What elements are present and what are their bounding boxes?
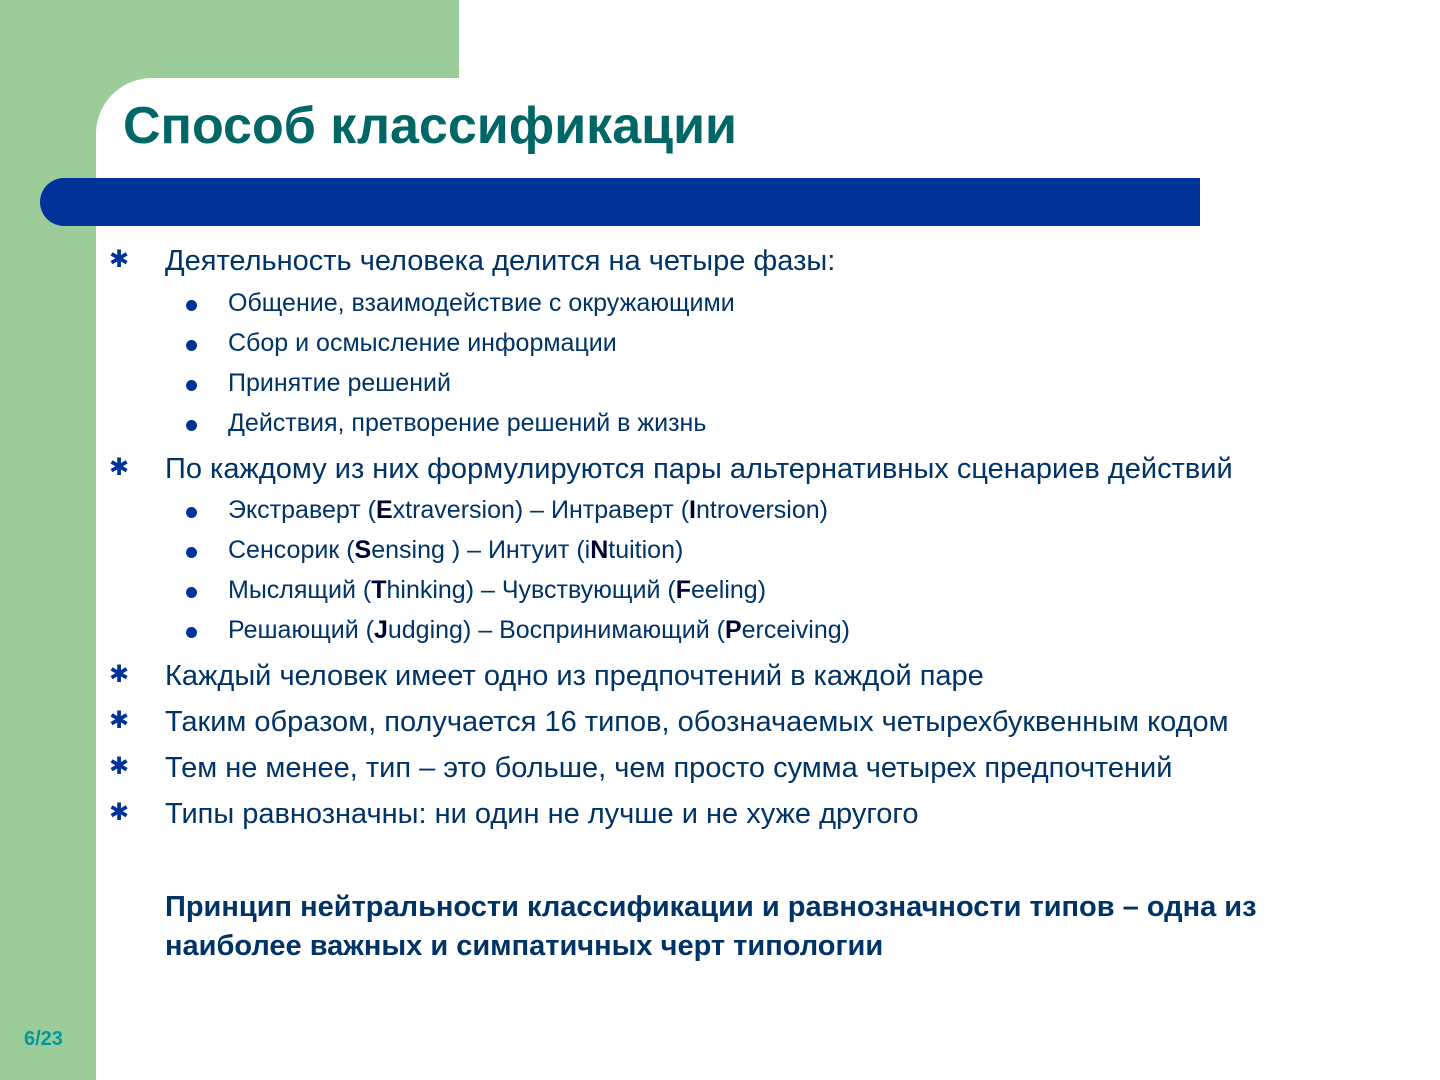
slide-title: Способ классификации — [123, 97, 738, 155]
sub-item — [228, 409, 706, 438]
title-underline-bar — [40, 178, 1200, 226]
bullet-item — [109, 660, 984, 693]
pair-key-letter: J — [373, 616, 388, 644]
sub-item-text: Сбор и осмысление информации — [228, 329, 617, 357]
sub-item — [228, 369, 451, 398]
pair-pre: Решающий ( — [228, 616, 374, 644]
pair-post: eeling) — [690, 576, 767, 604]
pair-mid: udging) – Воспринимающий ( — [387, 616, 725, 644]
dot-bullet-icon — [186, 380, 197, 391]
green-decor-left — [0, 0, 96, 1080]
asterisk-bullet-icon: ✱ — [109, 707, 130, 734]
pair-key-letter: I — [689, 496, 696, 524]
bullet-item — [109, 245, 836, 278]
asterisk-bullet-icon: ✱ — [109, 246, 130, 273]
pair-key-letter: S — [354, 536, 372, 564]
asterisk-bullet-icon: ✱ — [109, 661, 130, 688]
pair-mid: xtraversion) – Интраверт ( — [392, 496, 690, 524]
bullet-text: По каждому из них формулируются пары альтернативных сценариев действий — [165, 453, 1233, 485]
pair-key-letter: N — [590, 536, 609, 564]
bullet-text: Типы равнозначны: ни один не лучше и не хуже другого — [165, 798, 919, 830]
pair-mid: hinking) – Чувствующий ( — [386, 576, 676, 604]
sub-item — [228, 329, 617, 358]
pair-key-letter: T — [371, 576, 387, 604]
pair-mid: ensing ) – Интуит (i — [371, 536, 591, 564]
pair-key-letter: P — [724, 616, 742, 644]
pair-item — [228, 576, 766, 605]
dot-bullet-icon — [186, 420, 197, 431]
asterisk-bullet-icon: ✱ — [109, 454, 130, 481]
pair-pre: Экстраверт ( — [228, 496, 376, 524]
conclusion-text: Принцип нейтральности классификации и равнозначности типов – одна из наиболее важных и симпатичных черт типологии — [165, 891, 1257, 962]
bullet-text: Таким образом, получается 16 типов, обозначаемых четырехбуквенным кодом — [165, 706, 1229, 738]
pair-pre: Мыслящий ( — [228, 576, 372, 604]
pair-post: erceiving) — [741, 616, 850, 644]
asterisk-bullet-icon: ✱ — [109, 799, 130, 826]
bullet-item — [109, 752, 1173, 785]
dot-bullet-icon — [186, 340, 197, 351]
dot-bullet-icon — [186, 587, 197, 598]
bullet-text: Каждый человек имеет одно из предпочтений в каждой паре — [165, 660, 984, 692]
pair-item — [228, 496, 828, 525]
dot-bullet-icon — [186, 507, 197, 518]
page-number: 6/23 — [24, 1028, 63, 1050]
pair-pre: Сенсорик ( — [228, 536, 355, 564]
bullet-text: Деятельность человека делится на четыре фазы: — [165, 245, 836, 277]
bullet-text: Тем не менее, тип – это больше, чем просто сумма четырех предпочтений — [165, 752, 1173, 784]
sub-item — [228, 289, 735, 318]
pair-item — [228, 536, 683, 565]
pair-post: ntroversion) — [695, 496, 828, 524]
pair-item — [228, 616, 850, 645]
asterisk-bullet-icon: ✱ — [109, 753, 130, 780]
pair-key-letter: E — [375, 496, 393, 524]
bullet-item — [109, 453, 1233, 486]
sub-item-text: Действия, претворение решений в жизнь — [228, 409, 707, 437]
bullet-item — [109, 798, 919, 831]
sub-item-text: Принятие решений — [228, 369, 451, 397]
dot-bullet-icon — [186, 300, 197, 311]
dot-bullet-icon — [186, 547, 197, 558]
pair-key-letter: F — [675, 576, 691, 604]
pair-post: tuition) — [608, 536, 684, 564]
sub-item-text: Общение, взаимодействие с окружающими — [228, 289, 735, 317]
dot-bullet-icon — [186, 627, 197, 638]
bullet-item — [109, 706, 1229, 739]
